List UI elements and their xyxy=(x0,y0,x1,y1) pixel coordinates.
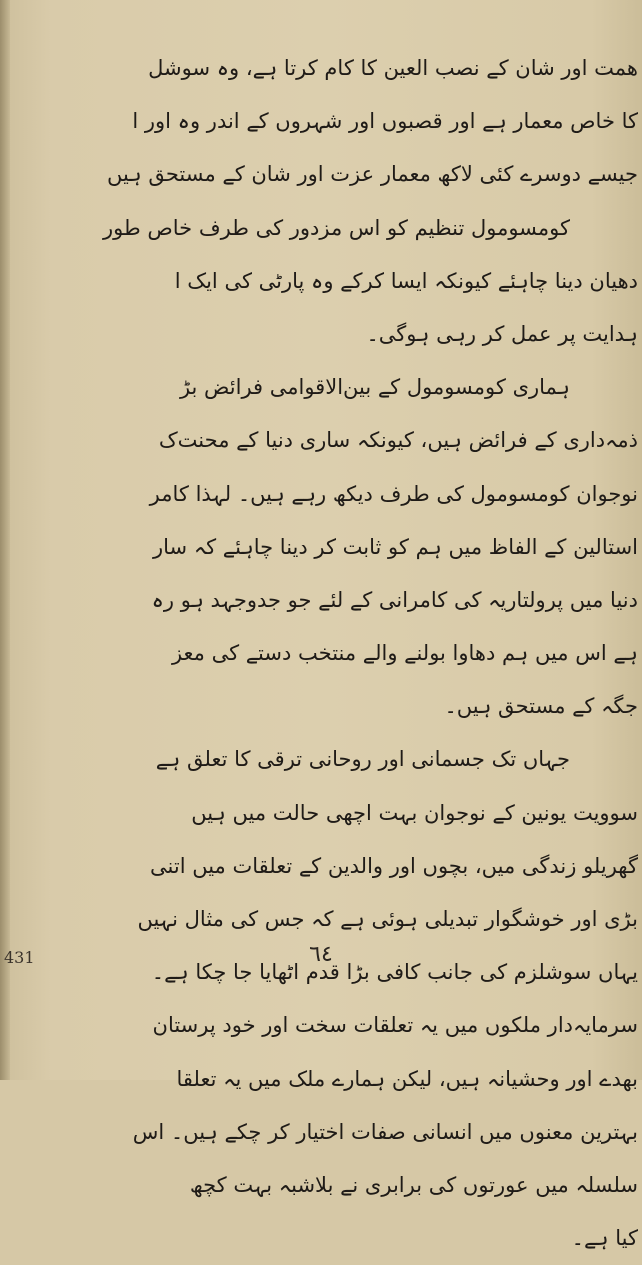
text-line: جگہ کے مستحق ہیں۔ xyxy=(444,694,638,719)
text-line: ہے اس میں ہم دھاوا بولنے والے منتخب دستے کی معز xyxy=(171,641,638,666)
margin-number: 431 xyxy=(4,948,35,967)
text-line: ہدایت پر عمل کر رہی ہوگی۔ xyxy=(366,321,638,346)
text-line: ذمہ‌داری کے فرائض ہیں، کیونکہ ساری دنیا کے محنت‌ک xyxy=(158,428,638,453)
text-line: کومسومول تنظیم کو اس مزدور کی طرف خاص طور xyxy=(103,215,570,240)
text-line: سلسلہ میں عورتوں کی برابری نے بلاشبہ بہت کچھ xyxy=(189,1172,638,1197)
text-line: گھریلو زندگی میں، بچوں اور والدین کے تعلقات میں اتنی xyxy=(150,853,638,878)
urdu-text-block xyxy=(8,42,640,1265)
text-line: ہماری کومسومول کے بین‌الاقوامی فرائض بڑ xyxy=(179,375,570,400)
text-line: همت اور شان کے نصب العین کا کام کرتا ہے، وہ سوشل xyxy=(148,56,638,80)
text-line: استالین کے الفاظ میں ہم کو ثابت کر دینا چاہئے کہ سار xyxy=(153,534,638,559)
text-line: جہاں تک جسمانی اور روحانی ترقی کا تعلق ہے xyxy=(155,747,570,772)
text-line: بڑی اور خوشگوار تبدیلی ہوئی ہے کہ جس کی مثال نہیں xyxy=(137,907,638,931)
text-line: دھیان دینا چاہئے کیونکہ ایسا کرکے وہ پارٹی کی ایک ا xyxy=(174,268,638,293)
text-line: جیسے دوسرے کئی لاکھ معمار عزت اور شان کے مستحق ہیں xyxy=(107,162,638,187)
text-line: سرمایہ‌دار ملکوں میں یہ تعلقات سخت اور خود پرستان xyxy=(152,1013,638,1038)
text-line: بہترین معنوں میں انسانی صفات اختیار کر چکے ہیں۔ اس xyxy=(132,1119,638,1144)
text-line: نوجوان کومسومول کی طرف دیکھ رہے ہیں۔ لہذا کامر xyxy=(149,481,638,506)
text-line: کا خاص معمار ہے اور قصبوں اور شہروں کے اندر وہ اور ا xyxy=(132,109,638,134)
page-number: ٦٤ xyxy=(309,942,333,967)
text-line: کیا ہے۔ xyxy=(571,1226,638,1251)
text-line: دنیا میں پرولتاریہ کی کامرانی کے لئے جو جدوجہد ہو رہ xyxy=(151,587,638,612)
text-line: یہاں سوشلزم کی جانب کافی بڑا قدم اٹھایا جا چکا ہے۔ xyxy=(151,960,638,985)
text-line: بھدے اور وحشیانہ ہیں، لیکن ہمارے ملک میں یہ تعلقا xyxy=(176,1066,638,1091)
text-line: سوویت یونین کے نوجوان بہت اچھی حالت میں ہیں xyxy=(191,800,638,825)
